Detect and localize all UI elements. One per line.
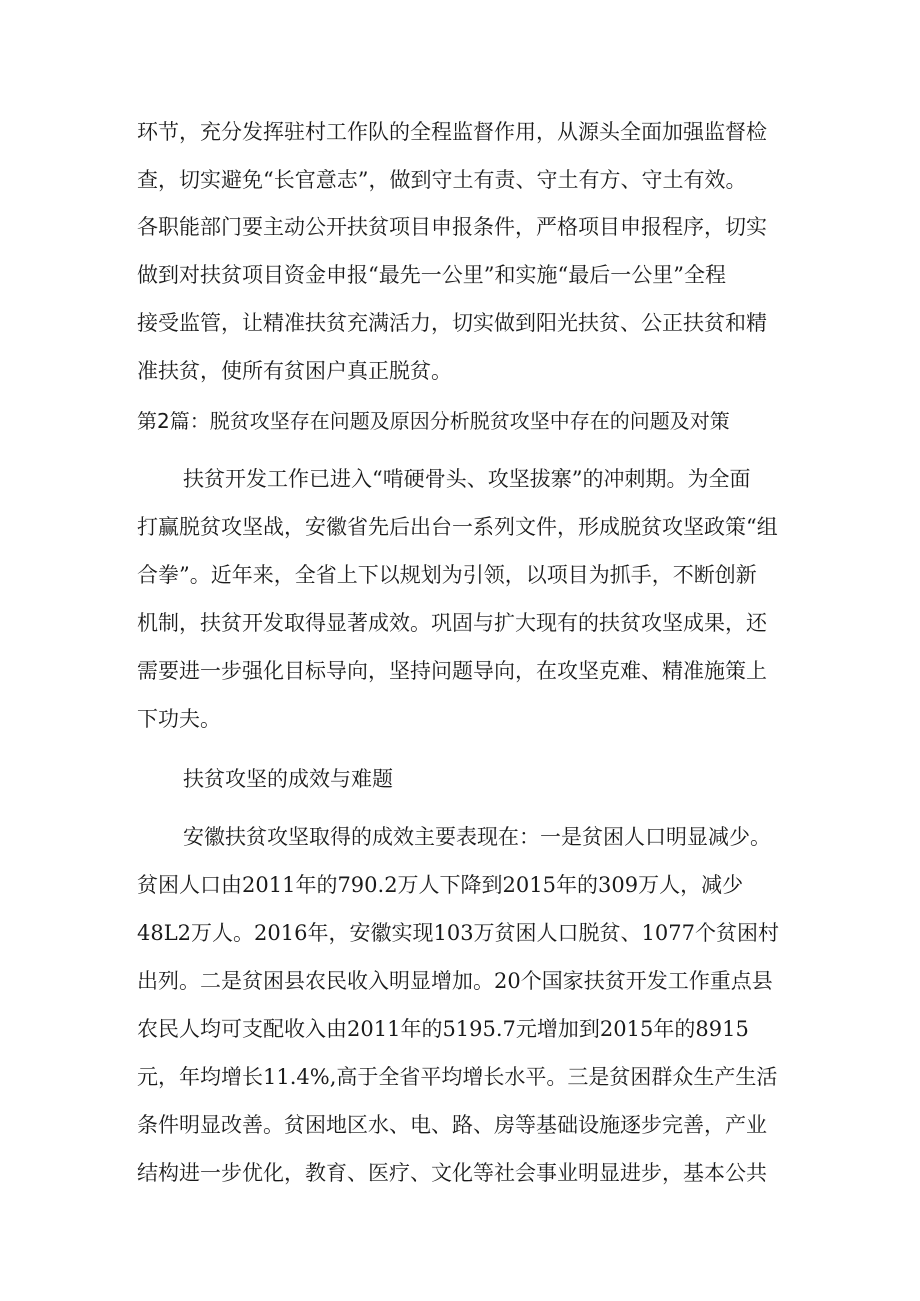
paragraph-line: 48L2万人。2016年，安徽实现103万贫困人口脱贫、1077个贫困村 (137, 921, 779, 945)
paragraph-line: 出列。二是贫困县农民收入明显增加。20个国家扶贫开发工作重点县 (137, 969, 773, 993)
paragraph-line: 条件明显改善。贫困地区水、电、路、房等基础设施逐步完善，产业 (137, 1113, 767, 1137)
paragraph-line: 机制，扶贫开发取得显著成效。巩固与扩大现有的扶贫攻坚成果，还 (137, 611, 767, 635)
paragraph-line: 下功夫。 (137, 707, 221, 731)
paragraph-line: 扶贫开发工作已进入“啃硬骨头、攻坚拔寨”的冲刺期。为全面 (183, 467, 751, 491)
paragraph-line: 环节，充分发挥驻村工作队的全程监督作用，从源头全面加强监督检 (137, 120, 767, 144)
subheading: 扶贫攻坚的成效与难题 (183, 767, 393, 791)
paragraph-line: 接受监管，让精准扶贫充满活力，切实做到阳光扶贫、公正扶贫和精 (137, 311, 767, 335)
paragraph-line: 查，切实避免“长官意志”，做到守土有责、守土有方、守土有效。 (137, 168, 747, 192)
paragraph-line: 安徽扶贫攻坚取得的成效主要表现在：一是贫困人口明显减少。 (183, 825, 771, 849)
paragraph-line: 合拳”。近年来，全省上下以规划为引领，以项目为抓手，不断创新 (137, 563, 757, 587)
paragraph-line: 结构进一步优化，教育、医疗、文化等社会事业明显进步，基本公共 (137, 1161, 767, 1185)
paragraph-line: 农民人均可支配收入由2011年的5195.7元增加到2015年的8915 (137, 1017, 749, 1041)
paragraph-line: 准扶贫，使所有贫困户真正脱贫。 (137, 359, 452, 383)
paragraph-line: 做到对扶贫项目资金申报“最先一公里”和实施“最后一公里”全程 (137, 263, 726, 287)
paragraph-line: 需要进一步强化目标导向，坚持问题导向，在攻坚克难、精准施策上 (137, 659, 767, 683)
paragraph-line: 贫困人口由2011年的790.2万人下降到2015年的309万人，减少 (137, 873, 744, 897)
section-heading: 第2篇：脱贫攻坚存在问题及原因分析脱贫攻坚中存在的问题及对策 (137, 409, 730, 433)
paragraph-line: 元，年均增长11.4%,高于全省平均增长水平。三是贫困群众生产生活 (137, 1065, 778, 1089)
paragraph-line: 打赢脱贫攻坚战，安徽省先后出台一系列文件，形成脱贫攻坚政策“组 (137, 515, 778, 539)
paragraph-line: 各职能部门要主动公开扶贫项目申报条件，严格项目申报程序，切实 (137, 215, 767, 239)
